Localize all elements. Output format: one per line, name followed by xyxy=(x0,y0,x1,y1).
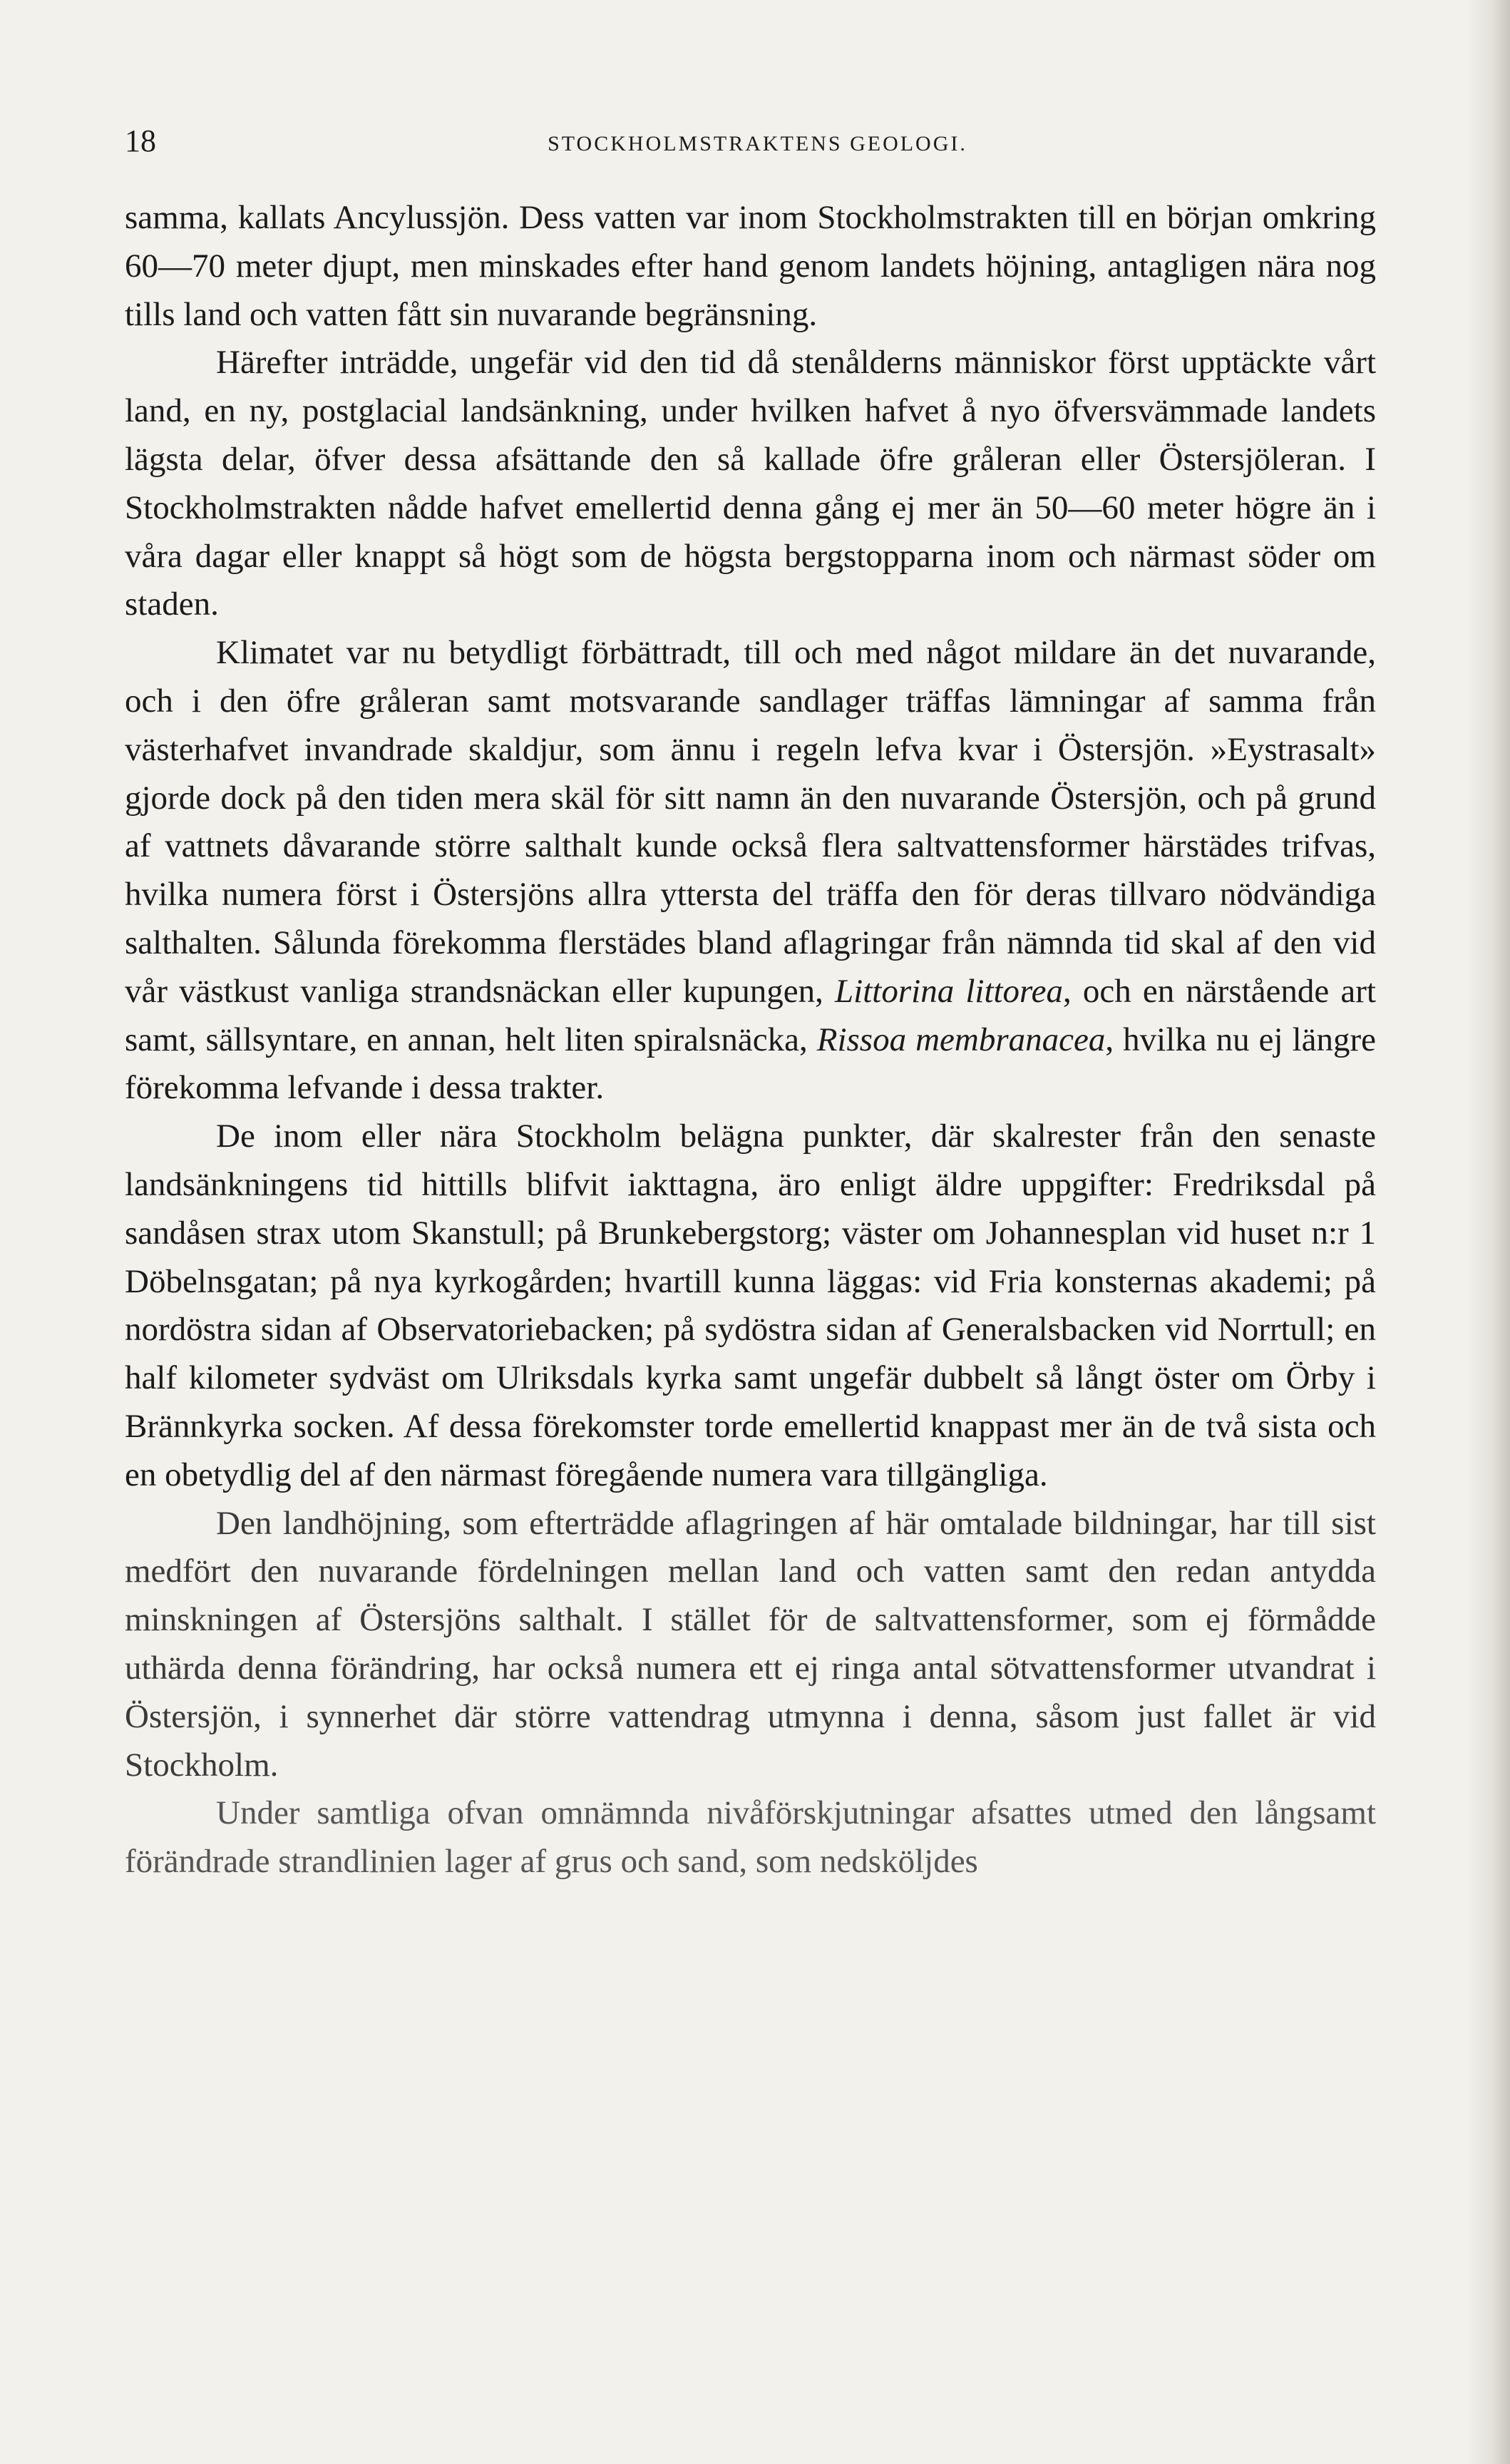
scan-page-edge xyxy=(1467,0,1510,2464)
page-header xyxy=(125,120,1390,163)
species-name: Rissoa membranacea xyxy=(816,1021,1106,1058)
species-name: Littorina littorea xyxy=(835,972,1063,1010)
body-text xyxy=(125,194,1376,1886)
page-number: 18 xyxy=(125,123,156,158)
paragraph-text: Klimatet var nu betydligt förbättradt, till och med något mildare än det nuvarande, och i den öfre gråleran samt motsvarande sandlager träffas lämningar af samma från västerhafvet invandrade skaldjur, som ännu i regeln lefva kvar i Östersjön. »Eystrasalt» gjorde dock på den tiden mera skäl för sitt namn än den nuvarande Östersjön, och på grund af vattnets dåvarande större salthalt kunde också flera saltvattensformer härstädes trifvas, hvilka numera först i Östersjöns allra yttersta del träffa den för deras tillvaro nödvändiga salthalten. Sålunda förekomma flerstädes bland aflagringar från nämnda tid skal af den vid vår västkust vanliga strandsnäckan eller kupungen, xyxy=(125,634,1376,1010)
paragraph xyxy=(125,1789,1376,1886)
paragraph xyxy=(125,1113,1376,1499)
paragraph-text: Härefter inträdde, ungefär vid den tid då stenålderns människor först upptäckte vårt land, en ny, postglacial landsänkning, under hvilken hafvet å nyo öfversvämmade landets lägsta delar, öfver dessa afsättande den så kallade öfre gråleran eller Östersjöleran. I Stockholmstrakten nådde hafvet emellertid denna gång ej mer än 50—60 meter högre än i våra dagar eller knappt så högt som de högsta bergstopparna inom och närmast söder om staden. xyxy=(125,344,1376,623)
paragraph xyxy=(125,194,1376,339)
paragraph-text: De inom eller nära Stockholm belägna punkter, där skalrester från den senaste landsänkningens tid hittills blifvit iakttagna, äro enligt äldre uppgifter: Fredriksdal på sandåsen strax utom Skanstull; på Brunkebergstorg; väster om Johannesplan vid huset n:r 1 Döbelnsgatan; på nya kyrkogården; hvartill kunna läggas: vid Fria konsternas akademi; på nordöstra sidan af Observatoriebacken; på sydöstra sidan af Generalsbacken vid Norrtull; en half kilometer sydväst om Ulriksdals kyrka samt ungefär dubbelt så långt öster om Örby i Brännkyrka socken. Af dessa förekomster torde emellertid knappast mer än de två sista och en obetydlig del af den närmast föregående numera vara tillgängliga. xyxy=(125,1118,1376,1493)
paragraph xyxy=(125,1500,1376,1790)
paragraph-text: , hvilka nu ej längre förekomma lefvande i dessa trakter. xyxy=(125,1021,1377,1107)
paragraph-text: , och en närstående art samt, sällsyntare, en annan, helt liten spiralsnäcka, xyxy=(125,972,1376,1058)
paragraph xyxy=(125,629,1376,1113)
paragraph-text: Den landhöjning, som efterträdde aflagringen af här omtalade bildningar, har till sist medfört den nuvarande fördelningen mellan land och vatten samt den redan antydda minskningen af Östersjöns salthalt. I stället för de saltvattensformer, som ej förmådde uthärda denna förändring, har också numera ett ej ringa antal sötvattensformer utvandrat i Östersjön, i synnerhet där större vattendrag utmynna i denna, såsom just fallet är vid Stockholm. xyxy=(125,1504,1376,1784)
paragraph-text: samma, kallats Ancylussjön. Dess vatten var inom Stockholmstrakten till en början omkring 60—70 meter djupt, men minskades efter hand genom landets höjning, antagligen nära nog tills land och vatten fått sin nuvarande begränsning. xyxy=(125,199,1376,333)
paragraph xyxy=(125,339,1376,629)
running-head: STOCKHOLMSTRAKTENS GEOLOGI. xyxy=(548,132,967,155)
paragraph-text: Under samtliga ofvan omnämnda nivåförskjutningar afsattes utmed den långsamt förändrade strandlinien lager af grus och sand, som nedsköljdes xyxy=(125,1794,1376,1881)
